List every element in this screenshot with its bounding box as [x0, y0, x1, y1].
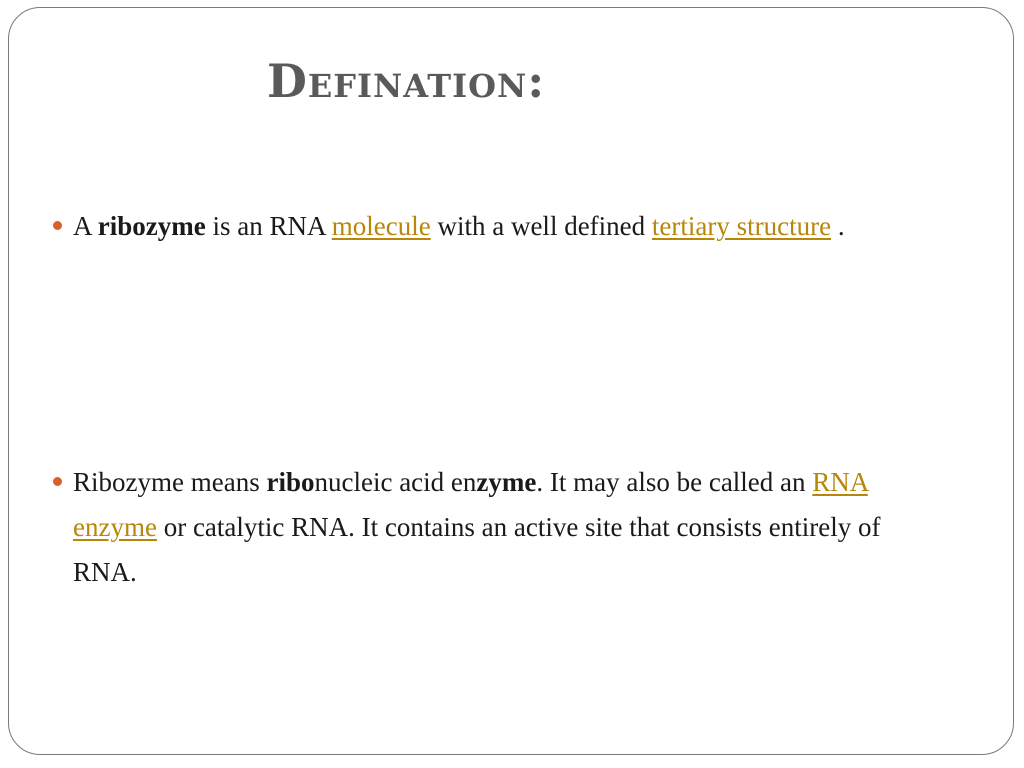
- link-molecule[interactable]: molecule: [331, 211, 431, 241]
- link-tertiary-structure[interactable]: tertiary structure: [651, 211, 832, 241]
- slide: [8, 7, 1014, 755]
- bullet-text: [73, 460, 933, 595]
- text-run: . It may also be called an: [536, 467, 813, 497]
- text-run: A: [73, 211, 98, 241]
- bullet-text: [73, 204, 933, 249]
- text-run: Ribozyme means: [73, 467, 267, 497]
- bullet-dot-icon: [53, 221, 62, 230]
- slide-title: Defination:: [267, 54, 546, 108]
- text-run: is an RNA: [205, 211, 332, 241]
- text-run: nucleic acid en: [314, 467, 477, 497]
- text-run: .: [831, 211, 845, 241]
- bullet-point-meaning: [53, 460, 933, 595]
- text-run: or catalytic RNA. It contains an active site that consists entirely of RNA.: [73, 512, 881, 587]
- bullet-dot-icon: [53, 477, 62, 486]
- bold-term-ribo: ribo: [266, 467, 315, 497]
- link-enzyme[interactable]: enzyme: [73, 512, 157, 542]
- bold-term-zyme: zyme: [476, 467, 537, 497]
- bullet-point-definition: [53, 204, 933, 249]
- bold-term-ribozyme: ribozyme: [97, 211, 206, 241]
- link-rna[interactable]: RNA: [812, 467, 868, 497]
- text-run: with a well defined: [430, 211, 652, 241]
